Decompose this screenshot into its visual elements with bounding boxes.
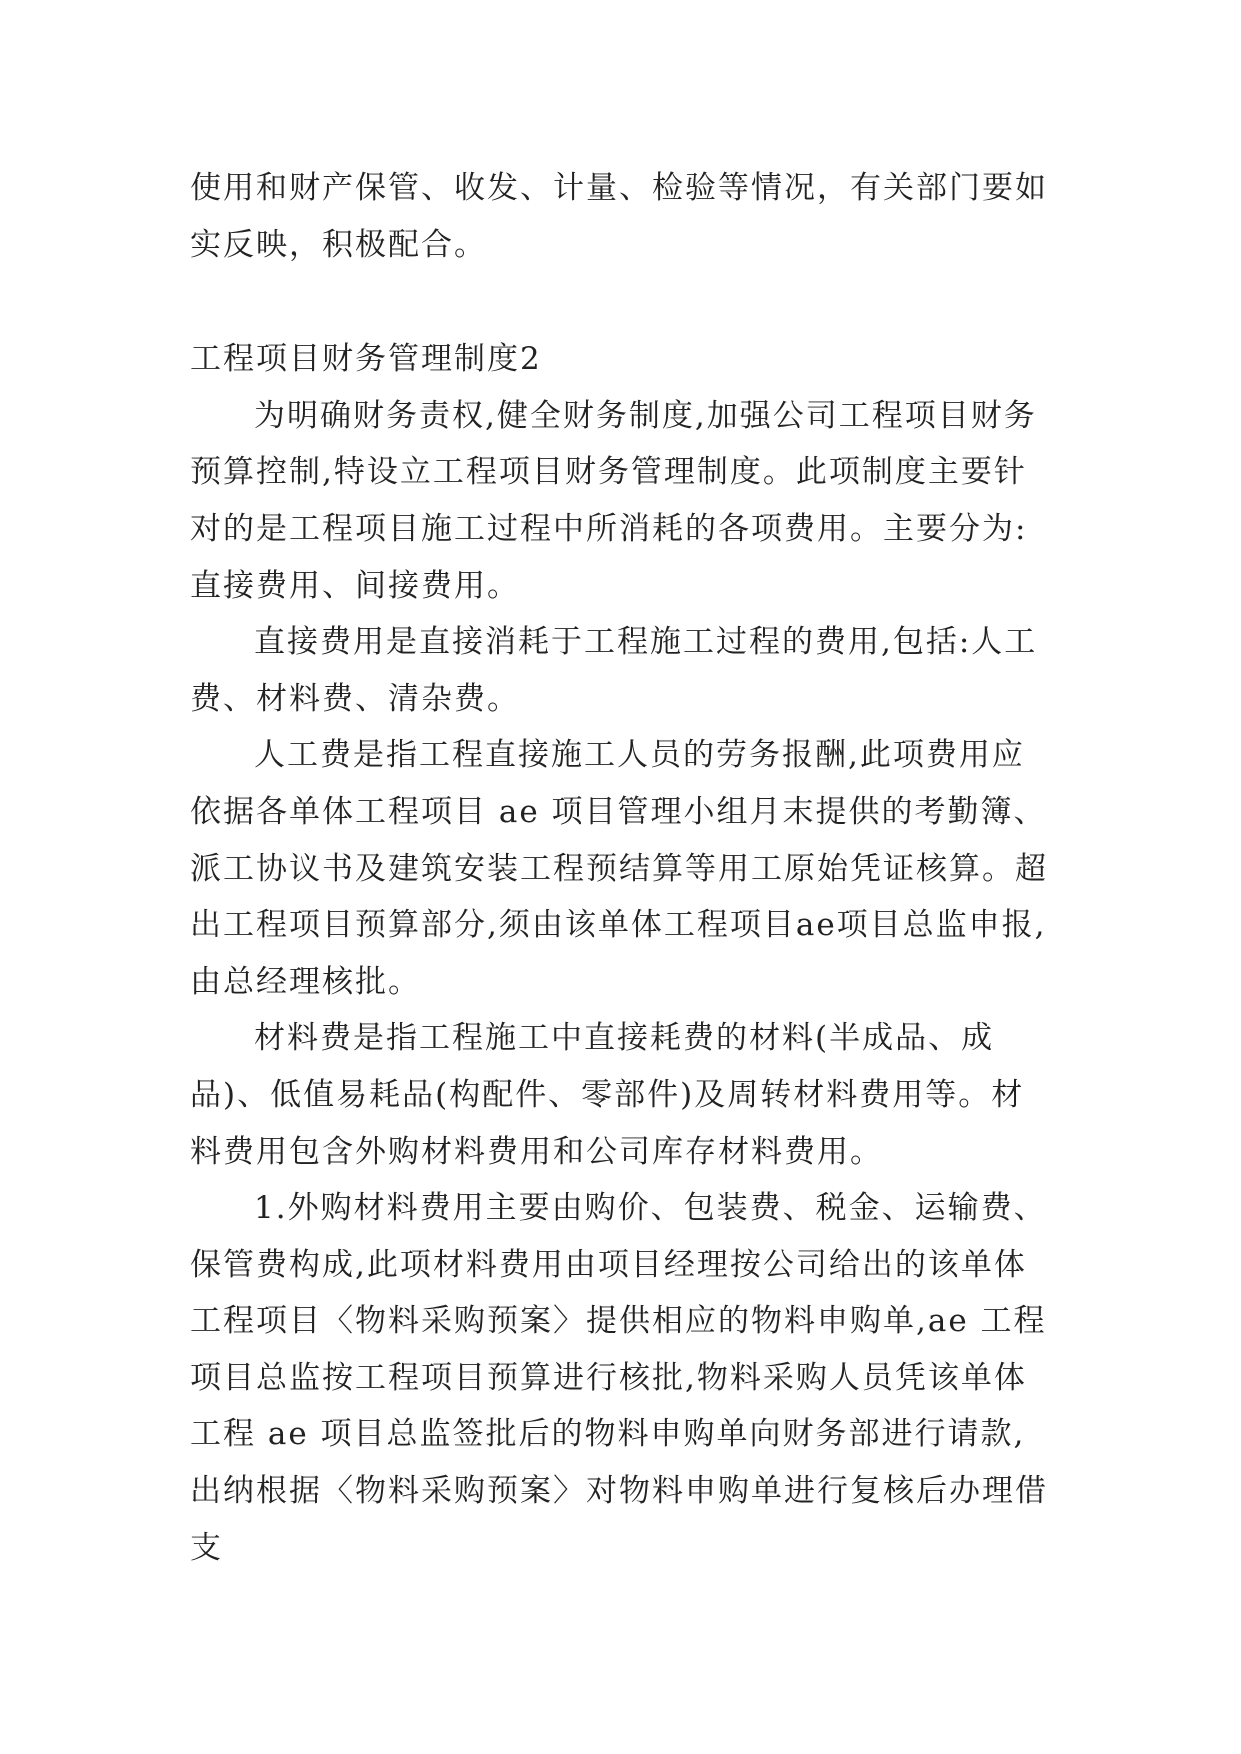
document-body — [190, 160, 1050, 1576]
paragraph-material-costs: 材料费是指工程施工中直接耗费的材料(半成品、成品)、低值易耗品(构配件、零部件)及周转材料费用等。材料费用包含外购材料费用和公司库存材料费用。 — [190, 1020, 1025, 1170]
paragraph-purpose: 为明确财务责权,健全财务制度,加强公司工程项目财务预算控制,特设立工程项目财务管理制度。此项制度主要针对的是工程项目施工过程中所消耗的各项费用。主要分为:直接费用、间接费用。 — [190, 397, 1037, 604]
paragraph-purchased-materials: 1.外购材料费用主要由购价、包装费、税金、运输费、保管费构成,此项材料费用由项目经理按公司给出的该单体工程项目〈物料采购预案〉提供相应的物料申购单,ae 工程项目总监按工程项目预算进行核批,物料采购人员凭该单体工程 ae 项目总监签批后的物料申购单向财务部进行请款,出纳根据〈物料采购预案〉对物料申购单进行复核后办理借支 — [190, 1190, 1048, 1566]
section-heading: 工程项目财务管理制度2 — [190, 341, 542, 378]
paragraph-direct-costs: 直接费用是直接消耗于工程施工过程的费用,包括:人工费、材料费、清杂费。 — [190, 624, 1038, 717]
paragraph-labor-costs: 人工费是指工程直接施工人员的劳务报酬,此项费用应依据各单体工程项目 ae 项目管理小组月末提供的考勤簿、派工协议书及建筑安装工程预结算等用工原始凭证核算。超出工程项目预算部分,须由该单体工程项目ae项目总监申报,由总经理核批。 — [190, 737, 1048, 1000]
section-gap — [190, 273, 1050, 329]
paragraph-continuation: 使用和财产保管、收发、计量、检验等情况，有关部门要如实反映，积极配合。 — [190, 170, 1048, 263]
